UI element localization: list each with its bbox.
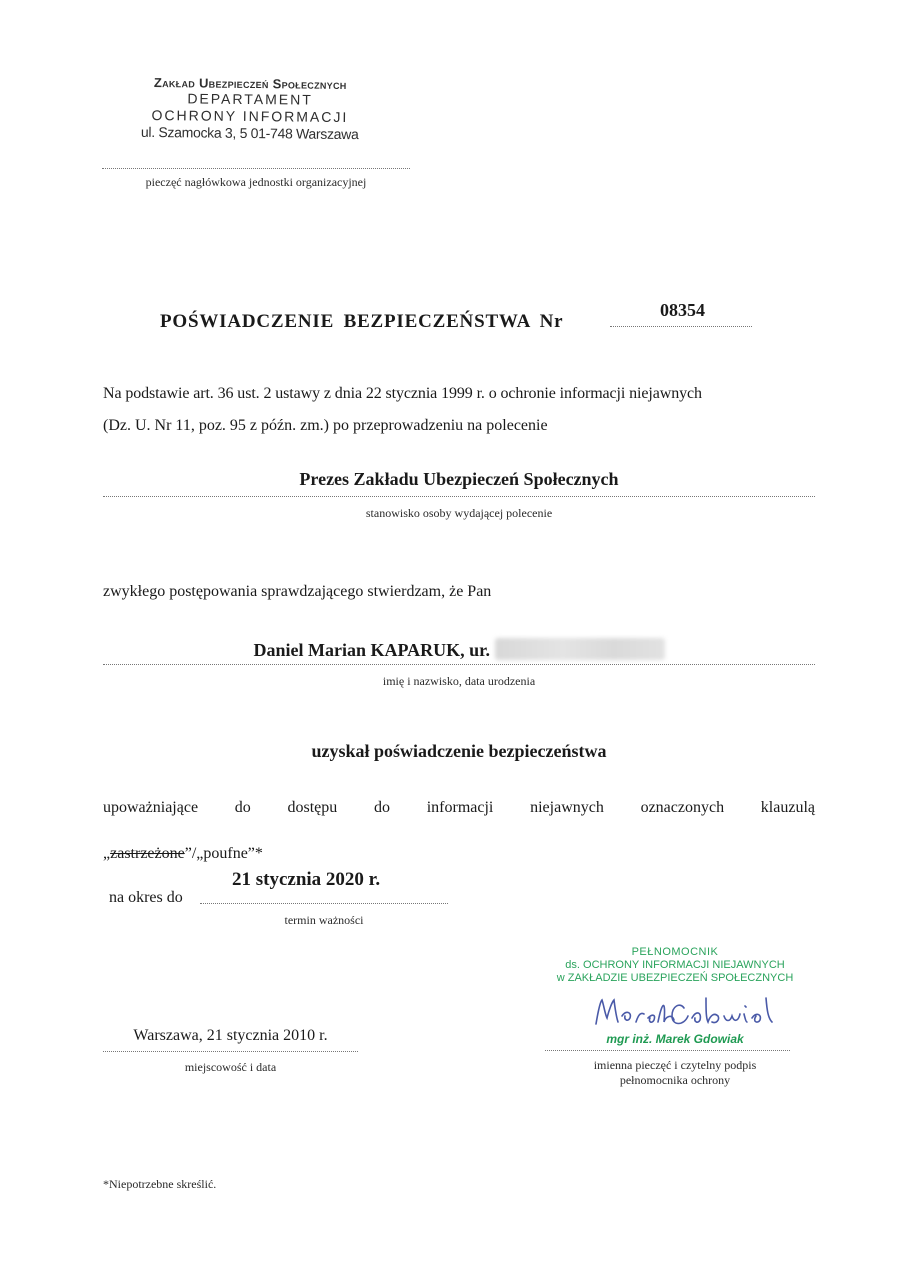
official-stamp (530, 946, 820, 985)
place-date-underline (103, 1051, 358, 1052)
authorization-line: upoważniające do dostępu do informacji niejawnych oznaczonych klauzulą (103, 799, 815, 816)
signature-caption (530, 1058, 820, 1088)
legal-basis-line1: Na podstawie art. 36 ust. 2 ustawy z dnia 22 stycznia 1999 r. o ochronie informacji niejawnych (103, 385, 702, 402)
official-stamp-title: PEŁNOMOCNIK (631, 946, 719, 958)
ordering-caption: stanowisko osoby wydającej polecenie (365, 506, 553, 520)
validity-caption: termin ważności (284, 913, 364, 927)
signature-caption-line2: pełnomocnika ochrony (619, 1073, 731, 1087)
stamp-institution: Zakład Ubezpieczeń Społecznych (153, 74, 347, 93)
person-underline (103, 664, 815, 665)
official-stamp-line3: w ZAKŁADZIE UBEZPIECZEŃ SPOŁECZNYCH (556, 972, 794, 984)
footnote: *Niepotrzebne skreślić. (103, 1177, 217, 1191)
procedure-text: zwykłego postępowania sprawdzającego stwierdzam, że Pan (103, 583, 492, 600)
number-underline (610, 326, 752, 327)
official-stamp-name-block (530, 1032, 820, 1046)
person-line (103, 638, 815, 661)
result-statement: uzyskał poświadczenie bezpieczeństwa (311, 741, 607, 761)
header-stamp (100, 74, 401, 142)
stamp-caption: pieczęć nagłówkowa jednostki organizacyjnej (145, 175, 367, 189)
certificate-number: 08354 (660, 300, 705, 320)
place-date: Warszawa, 21 stycznia 2010 r. (133, 1027, 328, 1044)
legal-basis-line2: (Dz. U. Nr 11, poz. 95 z późn. zm.) po przeprowadzeniu na polecenie (103, 417, 548, 434)
validity-label: na okres do (109, 889, 183, 906)
place-date-caption: miejscowość i data (184, 1060, 277, 1074)
ordering-position: Prezes Zakładu Ubezpieczeń Społecznych (299, 469, 619, 489)
clause-open-quote: „ (103, 845, 111, 862)
signature (592, 992, 782, 1032)
person-caption: imię i nazwisko, data urodzenia (382, 674, 536, 688)
document-title: POŚWIADCZENIE BEZPIECZEŃSTWA Nr (160, 311, 564, 332)
signature-caption-line1: imienna pieczęć i czytelny podpis (593, 1058, 757, 1072)
stamp-department-name: OCHRONY INFORMACJI (151, 106, 349, 126)
clause-struck: zastrzeżone (110, 845, 185, 862)
stamp-department: DEPARTAMENT (187, 90, 313, 108)
signature-underline (545, 1050, 790, 1051)
clause-rest: ”/„poufne”* (184, 845, 263, 862)
official-stamp-line2: ds. OCHRONY INFORMACJI NIEJAWNYCH (565, 959, 785, 971)
stamp-address: ul. Szamocka 3, 5 01-748 Warszawa (140, 123, 359, 143)
stamp-underline (102, 168, 410, 169)
clause-line (103, 838, 263, 870)
redacted-birthdate (495, 638, 665, 660)
person-name: Daniel Marian KAPARUK, ur. (253, 640, 490, 660)
validity-date: 21 stycznia 2020 r. (232, 869, 381, 890)
official-stamp-name: mgr inż. Marek Gdowiak (606, 1032, 744, 1046)
legal-basis (103, 378, 815, 442)
validity-underline (200, 903, 448, 904)
ordering-underline (103, 496, 815, 497)
